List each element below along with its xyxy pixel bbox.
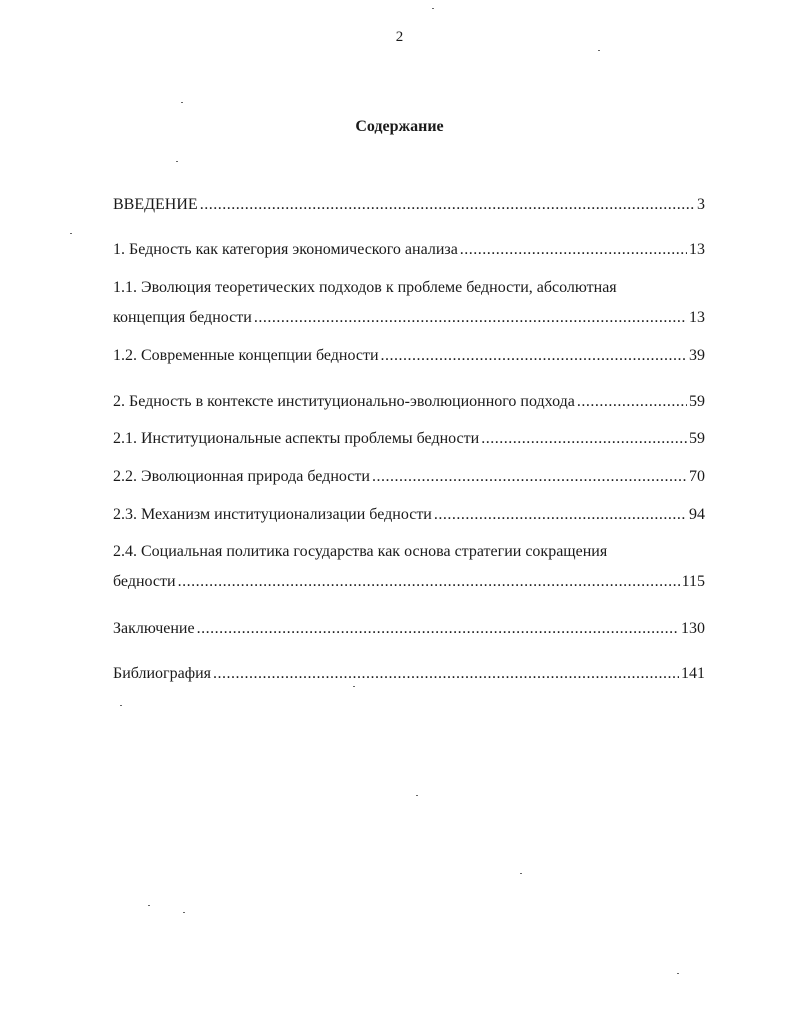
scan-speck <box>353 686 355 687</box>
toc-entry-section-1-2 <box>113 346 705 366</box>
toc-entry-text: бедности <box>113 573 176 590</box>
dot-leader <box>577 392 687 412</box>
scan-speck <box>677 973 679 974</box>
toc-entry-text: ВВЕДЕНИЕ <box>113 196 198 213</box>
scan-speck <box>416 795 418 796</box>
dot-leader <box>372 467 687 487</box>
toc-page-number: 3 <box>697 196 705 213</box>
toc-entry-text-line1: 1.1. Эволюция теоретических подходов к проблеме бедности, абсолютная <box>113 279 617 296</box>
dot-leader <box>381 346 687 366</box>
dot-leader <box>200 195 695 215</box>
dot-leader <box>460 240 687 260</box>
toc-entry-text: 2.3. Механизм институционализации бедности <box>113 506 432 523</box>
toc-page-number: 94 <box>689 506 705 523</box>
scan-speck <box>598 50 600 51</box>
scan-speck <box>120 705 122 706</box>
toc-page-number: 13 <box>689 241 705 258</box>
toc-entry-section-2-2 <box>113 467 705 487</box>
dot-leader <box>254 308 687 328</box>
toc-page-number: 130 <box>681 620 705 637</box>
scan-speck <box>70 233 72 234</box>
toc-entry-chapter-1 <box>113 240 705 260</box>
toc-entry-introduction <box>113 195 705 215</box>
toc-entry-text: концепция бедности <box>113 309 252 326</box>
toc-entry-section-2-4 <box>113 542 705 592</box>
toc-entry-bibliography <box>113 664 705 684</box>
dot-leader <box>213 664 679 684</box>
toc-entry-section-1-1 <box>113 278 705 328</box>
scan-speck <box>176 161 178 162</box>
dot-leader <box>481 429 687 449</box>
toc-entry-text: Заключение <box>113 620 195 637</box>
toc-entry-chapter-2 <box>113 392 705 412</box>
toc-page-number: 70 <box>689 468 705 485</box>
toc-page-number: 141 <box>681 665 705 682</box>
scan-speck <box>183 912 185 913</box>
page-number: 2 <box>395 29 404 45</box>
toc-page-number: 59 <box>689 393 705 410</box>
toc-page-number: 13 <box>689 309 705 326</box>
toc-entry-section-2-1 <box>113 429 705 449</box>
dot-leader <box>178 572 680 592</box>
toc-entry-text: 1. Бедность как категория экономического анализа <box>113 241 458 258</box>
toc-title: Содержание <box>355 118 444 135</box>
toc-page-number: 59 <box>689 430 705 447</box>
toc-page-number: 115 <box>681 573 705 590</box>
scan-speck <box>181 102 183 103</box>
dot-leader <box>434 505 687 525</box>
scan-speck <box>148 905 150 906</box>
scan-speck <box>432 8 434 9</box>
scan-speck <box>520 873 522 874</box>
toc-entry-text: 2.2. Эволюционная природа бедности <box>113 468 370 485</box>
toc-entry-text: 2. Бедность в контексте институционально-эволюционного подхода <box>113 393 575 410</box>
toc-entry-section-2-3 <box>113 505 705 525</box>
dot-leader <box>197 619 679 639</box>
toc-entry-conclusion <box>113 619 705 639</box>
toc-entry-text-line1: 2.4. Социальная политика государства как основа стратегии сокращения <box>113 543 608 560</box>
toc-entry-text: 2.1. Институциональные аспекты проблемы бедности <box>113 430 480 447</box>
toc-entry-text: 1.2. Современные концепции бедности <box>113 347 379 364</box>
toc-page-number: 39 <box>689 347 705 364</box>
toc-entry-text: Библиография <box>113 665 211 682</box>
